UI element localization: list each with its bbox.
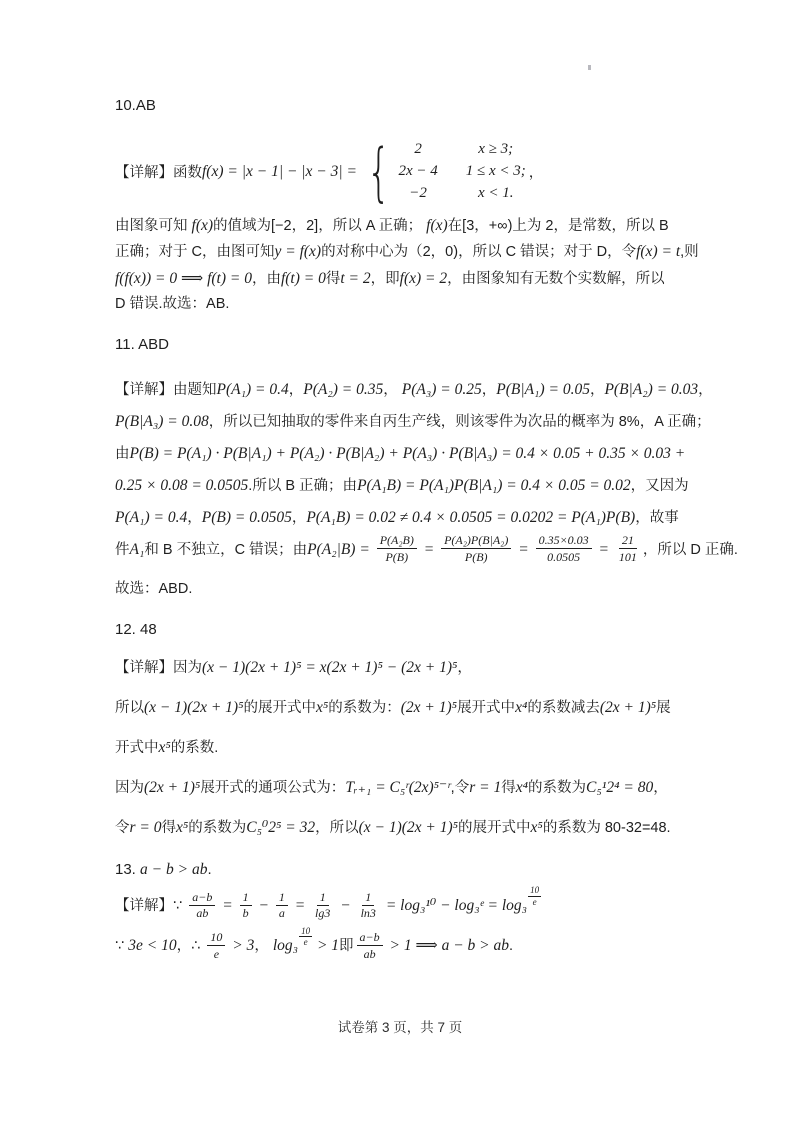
math-run: − (254, 896, 273, 914)
math-run: P(B|A₂) = 0.03 (604, 380, 699, 398)
math-run: 0.25 × 0.08 = 0.0505 (115, 476, 249, 494)
case-value: 2x − 4 (398, 163, 438, 179)
answer-11-explanation (115, 374, 738, 566)
math-run: P(B) = P(A₁) · P(B|A₁) + P(A₂) · P(B|A₂) + P(A₃) · P(B|A₃) = 0.4 × 0.05 + 0.35 × 0.03 + (129, 444, 686, 462)
math-run: = (218, 896, 237, 914)
math-run: P(A₁) = 0.4 (115, 508, 188, 526)
fraction: $\frac{0.35\times 0.03}{0.0505}$ (536, 533, 592, 564)
math-run: r = 1 (469, 778, 502, 796)
text-line: 令r = 0得x⁵的系数为C₅⁰2⁵ = 32，所以(x − 1)(2x + 1)⁵的展开式中x⁵的系数为 80-32=48. (115, 818, 671, 836)
answer-10-id: 10.AB (115, 97, 156, 114)
answer-12-explanation (115, 655, 710, 841)
math-run: C₅⁰2⁵ = 32 (246, 818, 316, 836)
text-line: 【详解】因为(x − 1)(2x + 1)⁵ = x(2x + 1)⁵ − (2x + 1)⁵， (115, 658, 472, 676)
superscript-fraction: $\frac{10}{e}$ (530, 884, 540, 907)
answer-10 (115, 97, 710, 318)
math-run: r = 0 (129, 818, 162, 836)
math-run: (2x + 1)⁵ (144, 778, 201, 796)
answer-10-detail (115, 133, 710, 209)
math-run: P(B|A₃) = 0.08 (115, 412, 209, 430)
fraction: $\frac{1}{\lg 3}$ (315, 889, 331, 921)
piecewise-cases (398, 139, 525, 204)
math-run: C₅¹2⁴ = 80 (585, 778, 654, 796)
math-run: (2x + 1)⁵ (400, 698, 458, 716)
math-run: x⁴ (515, 778, 528, 796)
fraction: $\frac{\text{P(A₂)P(B|A₂)}}{P(B)}$ (441, 533, 511, 564)
text-line: 件A₁和 B 不独立，C 错误；由P(A₂|B) = $\frac{\text{P(A₂B)}}{P(B)}$ = $\frac{\text{P(A₂)P(B|A₂)}}{P(B)}$ = $\frac{0.35\times 0.03}{0.0505}$ = $\frac{21}{101}$ ，所以 D 正确. (115, 533, 738, 564)
math-run: P(B) = 0.0505 (201, 508, 292, 526)
case-value: −2 (409, 185, 427, 201)
answer-11-choice: 故选：ABD. (115, 580, 193, 597)
math-run: = (594, 540, 613, 558)
text-line: 正确；对于 C，由图可知y = f(x)的对称中心为（2，0)，所以 C 错误；对于 D，令f(x) = t,则 (115, 243, 699, 261)
stray-mark (588, 65, 591, 70)
math-run: f(x) = 2 (399, 269, 448, 287)
math-run: 3e < 10 (128, 937, 177, 955)
text-line: 所以(x − 1)(2x + 1)⁵的展开式中x⁵的系数为：(2x + 1)⁵展开式中x⁴的系数减去(2x + 1)⁵展 (115, 698, 671, 716)
text-line: 因为(2x + 1)⁵展开式的通项公式为：Tᵣ₊₁ = C₅ʳ(2x)⁵⁻ʳ,令r = 1得x⁴的系数为C₅¹2⁴ = 80， (115, 778, 668, 796)
answer-11-id: 11. ABD (115, 335, 169, 353)
text-line: 开式中x⁵的系数. (115, 738, 219, 756)
fraction: $\frac{1}{\ln 3}$ (360, 889, 376, 921)
answer-10-explanation (115, 213, 710, 318)
math-run: log₃ (272, 937, 299, 955)
math-run: P(A₁B) = P(A₁)P(B|A₁) = 0.4 × 0.05 = 0.02 (357, 476, 631, 494)
answer-11 (115, 335, 738, 599)
math-run: (x − 1)(2x + 1)⁵ (358, 818, 459, 836)
math-run: (2x + 1)⁵ (599, 698, 657, 716)
case-value: 2 (414, 141, 422, 157)
fraction: $\frac{1}{b}$ (240, 890, 252, 921)
math-run: P(A₁) = 0.4 (216, 380, 289, 398)
detail-label: 【详解】函数 (115, 165, 202, 181)
math-run: (x − 1)(2x + 1)⁵ = x(2x + 1)⁵ − (2x + 1)⁵ (202, 658, 458, 676)
math-run: x⁴ (515, 698, 528, 716)
answer-13-id: 13. a − b > ab. (115, 860, 212, 878)
math-run: = (290, 896, 310, 914)
math-run: P(A₂) = 0.35 (303, 380, 384, 398)
math-run: > 1 (313, 937, 340, 955)
answer-13-explanation (115, 884, 710, 963)
superscript-fraction: $\frac{10}{e}$ (301, 925, 311, 948)
math-run: a − b > ab (140, 860, 208, 878)
fraction: $\frac{10}{e}$ (207, 930, 225, 961)
piecewise-brace: { (366, 133, 391, 209)
math-run: x⁵ (530, 818, 543, 836)
math-run: P(B|A₁) = 0.05 (496, 380, 590, 398)
math-run: = (514, 540, 533, 558)
text-line: P(A₁) = 0.4，P(B) = 0.0505，P(A₁B) = 0.02 ≠ 0.4 × 0.0505 = 0.0202 = P(A₁)P(B)，故事 (115, 508, 679, 526)
case-condition: x ≥ 3; (478, 141, 514, 157)
text-line: 【详解】∵ $\frac{a-b}{ab}$ = $\frac{1}{b}$ − $\frac{1}{a}$ = $\frac{1}{\lg 3}$ − $\frac{1}{\ln 3}$ = log₃¹⁰ − log₃ᵉ = log₃ $\frac{10}{e}$ (115, 884, 540, 921)
math-run: (x − 1)(2x + 1)⁵ (144, 698, 244, 716)
text-line: ∵ 3e < 10，∴ $\frac{10}{e}$ > 3， log₃ $\frac{10}{e}$ > 1即 $\frac{a-b}{ab}$ > 1 ⟹ a − b > ab. (115, 925, 514, 961)
text-line: 由P(B) = P(A₁) · P(B|A₁) + P(A₂) · P(B|A₂) + P(A₃) · P(B|A₃) = 0.4 × 0.05 + 0.35 × 0.03 + (115, 444, 686, 462)
answer-12 (115, 621, 710, 841)
text-line: P(B|A₃) = 0.08，所以已知抽取的零件来自丙生产线，则该零件为次品的概率为 8%，A 正确； (115, 412, 711, 430)
fraction: $\frac{a-b}{ab}$ (357, 930, 383, 961)
case-condition: x < 1. (477, 185, 514, 201)
case-condition: 1 ≤ x < 3; (465, 163, 526, 179)
fraction: $\frac{21}{101}$ (618, 533, 637, 564)
cases-trailing-comma: ， (528, 165, 544, 181)
math-run: x⁵ (176, 818, 189, 836)
fraction: $\frac{\text{P(A₂B)}}{P(B)}$ (377, 533, 417, 564)
text-line: 0.25 × 0.08 = 0.0505.所以 B 正确；由P(A₁B) = P(A₁)P(B|A₁) = 0.4 × 0.05 = 0.02，又因为 (115, 476, 689, 494)
math-run: f(x) (426, 217, 448, 234)
fraction: $\frac{a-b}{ab}$ (189, 890, 215, 921)
text-line: f(f(x)) = 0 ⟹ f(t) = 0，由f(t) = 0得t = 2，即f(x) = 2，由图象知有无数个实数解，所以 (115, 269, 665, 287)
math-run: f(t) = 0 (280, 269, 326, 287)
text-line: D 错误.故选：AB. (115, 296, 230, 313)
math-run: f(f(x)) = 0 ⟹ f(t) = 0 (115, 269, 252, 287)
math-run: P(A₃) = 0.25 (401, 380, 482, 398)
math-run: Tᵣ₊₁ = C₅ʳ(2x)⁵⁻ʳ (345, 778, 451, 796)
fraction: $\frac{1}{a}$ (276, 890, 288, 921)
math-run: t = 2 (340, 269, 371, 287)
math-run: x⁵ (315, 698, 329, 716)
math-run: f(x) (191, 217, 214, 234)
answer-13 (115, 861, 710, 963)
math-run: A₁ (129, 540, 145, 558)
math-run: P(A₁B) = 0.02 ≠ 0.4 × 0.0505 = 0.0202 = P(A₁)P(B) (306, 508, 636, 526)
math-run: x⁵ (158, 738, 171, 756)
math-run: > 3 (228, 937, 255, 955)
answer-12-id: 12. 48 (115, 620, 157, 638)
text-line: 【详解】由题知P(A₁) = 0.4，P(A₂) = 0.35， P(A₃) = 0.25，P(B|A₁) = 0.05，P(B|A₂) = 0.03， (115, 380, 713, 398)
math-run: = (419, 540, 439, 558)
function-definition: f(x) = |x − 1| − |x − 3| = (202, 162, 357, 180)
text-line: 由图象可知 f(x)的值域为[−2，2]，所以 A 正确； f(x)在[3，+∞)上为 2，是常数，所以 B (115, 217, 669, 234)
math-run: = log₃¹⁰ − log₃ᵉ = log₃ (381, 896, 528, 914)
page-footer: 试卷第 3 页，共 7 页 (337, 1020, 463, 1035)
math-run: > 1 ⟹ a − b > ab (385, 937, 510, 955)
math-run: f(x) = t (636, 243, 681, 261)
math-run: P(A₂|B) = (307, 540, 374, 558)
math-run: y = f(x) (274, 243, 322, 261)
math-run: − (336, 896, 355, 914)
